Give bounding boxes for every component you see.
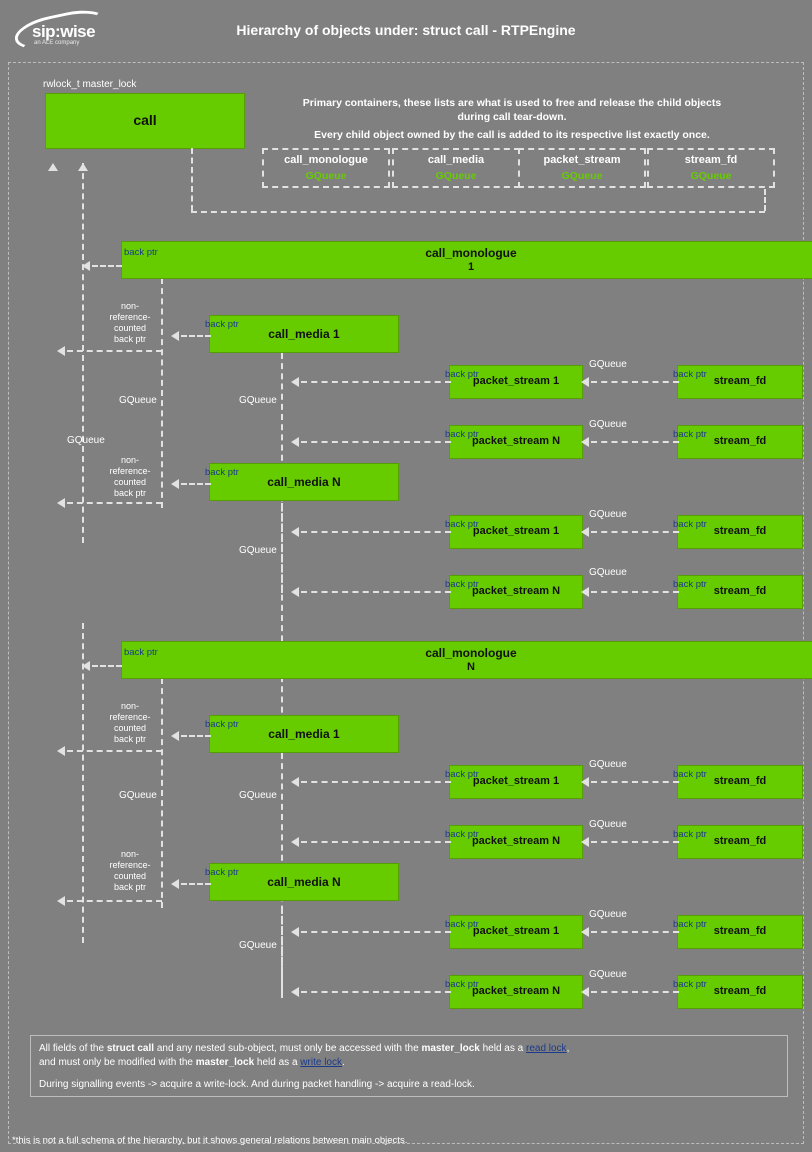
- arrow-left-fd-6: [581, 837, 589, 847]
- arrow-up-call-2: [78, 163, 88, 171]
- gqueue-label-d: GQueue: [239, 545, 277, 556]
- footnote: *this is not a full schema of the hierarchy, but it shows general relations between main objects.: [12, 1135, 408, 1146]
- arrow-left-fd-7: [581, 927, 589, 937]
- packet-stream-3-box: packet_stream 1: [449, 515, 583, 549]
- logo-text: sip:wise: [32, 22, 96, 41]
- stream-fd-7-box: stream_fd: [677, 915, 803, 949]
- primary-container-call-monologue: call_monologue GQueue: [262, 148, 390, 188]
- packet-stream-4-box: packet_stream N: [449, 575, 583, 609]
- arrow-left-ps-4: [291, 587, 299, 597]
- back-ptr-monologue-1: back ptr: [124, 247, 158, 258]
- footer-line-1: All fields of the struct call and any nested sub-object, must only be accessed with the master_lock held as a read lock,: [39, 1043, 570, 1054]
- call-monologue-N-box: call_monologue N: [121, 641, 812, 679]
- link-media-N-2: [181, 883, 211, 885]
- call-media-1-box-2: call_media 1: [209, 715, 399, 753]
- arrow-left-ps-5: [291, 777, 299, 787]
- link-nonref-1: [67, 350, 162, 352]
- back-ptr-media-1: back ptr: [205, 319, 239, 330]
- gqueue-spine-media-2: [161, 678, 163, 908]
- link-fd-4: [591, 591, 679, 593]
- gqueue-label-f: GQueue: [239, 790, 277, 801]
- footer-note-box: [30, 1035, 788, 1097]
- stream-fd-6-box: stream_fd: [677, 825, 803, 859]
- footer-line-2: and must only be modified with the master_lock held as a write lock.: [39, 1057, 345, 1068]
- back-ptr-fd-2: back ptr: [673, 429, 707, 440]
- back-ptr-fd-5: back ptr: [673, 769, 707, 780]
- arrow-left-ps-2: [291, 437, 299, 447]
- packet-stream-1-box: packet_stream 1: [449, 365, 583, 399]
- call-monologue-1-box: call_monologue 1: [121, 241, 812, 279]
- stream-fd-8-box: stream_fd: [677, 975, 803, 1009]
- gqueue-fd-5: GQueue: [589, 759, 627, 770]
- link-fd-2: [591, 441, 679, 443]
- back-ptr-ps-3: back ptr: [445, 519, 479, 530]
- link-fd-6: [591, 841, 679, 843]
- link-ps-3: [301, 531, 451, 533]
- back-ptr-fd-1: back ptr: [673, 369, 707, 380]
- back-ptr-ps-7: back ptr: [445, 919, 479, 930]
- footer-line-3: During signalling events -> acquire a write-lock. And during packet handling -> acquire a read-lock.: [39, 1079, 475, 1090]
- arrow-left-ps-7: [291, 927, 299, 937]
- link-media-1: [181, 335, 211, 337]
- link-monologue-N: [92, 665, 122, 667]
- arrow-left-media-1: [171, 331, 179, 341]
- back-ptr-ps-5: back ptr: [445, 769, 479, 780]
- call-box: call: [45, 93, 245, 149]
- packet-stream-8-box: packet_stream N: [449, 975, 583, 1009]
- stream-fd-3-box: stream_fd: [677, 515, 803, 549]
- packet-stream-5-box: packet_stream 1: [449, 765, 583, 799]
- primary-containers-note: Primary containers, these lists are what is used to free and release the child objects during call tear-down. Every child object owned by the call is added to its respective list exactly once.: [302, 97, 722, 141]
- page-title: Hierarchy of objects under: struct call - RTPEngine: [236, 22, 576, 38]
- back-ptr-media-N-2: back ptr: [205, 867, 239, 878]
- call-media-1-box: call_media 1: [209, 315, 399, 353]
- link-ps-8: [301, 991, 451, 993]
- gqueue-spine-streams-4: [281, 908, 283, 998]
- gqueue-fd-1: GQueue: [589, 359, 627, 370]
- link-media-N-1: [181, 483, 211, 485]
- link-ps-6: [301, 841, 451, 843]
- master-lock-label: rwlock_t master_lock: [43, 79, 137, 90]
- write-lock-link[interactable]: write lock: [300, 1057, 342, 1068]
- stream-fd-1-box: stream_fd: [677, 365, 803, 399]
- primary-container-call-media: call_media GQueue: [392, 148, 520, 188]
- gqueue-fd-3: GQueue: [589, 509, 627, 520]
- gqueue-label-g: GQueue: [239, 940, 277, 951]
- arrow-left-ps-8: [291, 987, 299, 997]
- back-ptr-fd-4: back ptr: [673, 579, 707, 590]
- link-nonref-2: [67, 502, 162, 504]
- arrow-left-nonref-1: [57, 346, 65, 356]
- gqueue-fd-4: GQueue: [589, 567, 627, 578]
- back-ptr-fd-8: back ptr: [673, 979, 707, 990]
- link-ps-5: [301, 781, 451, 783]
- back-ptr-ps-4: back ptr: [445, 579, 479, 590]
- read-lock-link[interactable]: read lock: [525, 1043, 567, 1054]
- arrow-left-fd-1: [581, 377, 589, 387]
- arrow-left-media-N-2: [171, 879, 179, 889]
- non-ref-label-2: non- reference- counted back ptr: [109, 455, 151, 498]
- arrow-left-monologue-1: [82, 261, 90, 271]
- gqueue-label-e: GQueue: [119, 790, 157, 801]
- arrow-left-fd-8: [581, 987, 589, 997]
- non-ref-label-3: non- reference- counted back ptr: [109, 701, 151, 744]
- link-ps-2: [301, 441, 451, 443]
- arrow-left-nonref-2: [57, 498, 65, 508]
- non-ref-label-4: non- reference- counted back ptr: [109, 849, 151, 892]
- primary-container-packet-stream: packet_stream GQueue: [518, 148, 646, 188]
- diagram-canvas: [8, 62, 804, 1144]
- back-ptr-monologue-N: back ptr: [124, 647, 158, 658]
- call-media-N-box-2: call_media N: [209, 863, 399, 901]
- arrow-left-media-N-1: [171, 479, 179, 489]
- primary-container-stream-fd: stream_fd GQueue: [647, 148, 775, 188]
- page-header: [0, 0, 812, 62]
- packet-stream-2-box: packet_stream N: [449, 425, 583, 459]
- link-ps-1: [301, 381, 451, 383]
- arrow-left-fd-4: [581, 587, 589, 597]
- link-fd-5: [591, 781, 679, 783]
- link-fd-7: [591, 931, 679, 933]
- gqueue-label-b: GQueue: [119, 395, 157, 406]
- back-ptr-ps-1: back ptr: [445, 369, 479, 380]
- gqueue-label-c: GQueue: [239, 395, 277, 406]
- arrow-left-ps-1: [291, 377, 299, 387]
- gqueue-fd-7: GQueue: [589, 909, 627, 920]
- logo-subtext: an ALE company: [34, 40, 80, 46]
- gqueue-fd-2: GQueue: [589, 419, 627, 430]
- packet-stream-6-box: packet_stream N: [449, 825, 583, 859]
- arrow-left-nonref-4: [57, 896, 65, 906]
- container-connector-bottom: [191, 211, 765, 213]
- gqueue-label-a: GQueue: [67, 435, 105, 446]
- stream-fd-4-box: stream_fd: [677, 575, 803, 609]
- gqueue-spine-media-1: [161, 278, 163, 508]
- arrow-left-fd-5: [581, 777, 589, 787]
- gqueue-spine-monologues-2: [82, 623, 84, 943]
- back-ptr-ps-2: back ptr: [445, 429, 479, 440]
- arrow-left-media-1-2: [171, 731, 179, 741]
- link-media-1-2: [181, 735, 211, 737]
- link-fd-3: [591, 531, 679, 533]
- link-nonref-3: [67, 750, 162, 752]
- link-ps-7: [301, 931, 451, 933]
- arrow-left-nonref-3: [57, 746, 65, 756]
- back-ptr-ps-8: back ptr: [445, 979, 479, 990]
- container-connector-right: [764, 189, 766, 211]
- link-ps-4: [301, 591, 451, 593]
- back-ptr-fd-6: back ptr: [673, 829, 707, 840]
- gqueue-spine-streams-2: [281, 503, 283, 733]
- arrow-left-ps-3: [291, 527, 299, 537]
- back-ptr-ps-6: back ptr: [445, 829, 479, 840]
- link-fd-8: [591, 991, 679, 993]
- arrow-up-call-1: [48, 163, 58, 171]
- arrow-left-fd-3: [581, 527, 589, 537]
- call-media-N-box-1: call_media N: [209, 463, 399, 501]
- arrow-left-fd-2: [581, 437, 589, 447]
- gqueue-fd-6: GQueue: [589, 819, 627, 830]
- stream-fd-2-box: stream_fd: [677, 425, 803, 459]
- gqueue-spine-monologues-1: [82, 163, 84, 543]
- back-ptr-fd-7: back ptr: [673, 919, 707, 930]
- arrow-left-monologue-N: [82, 661, 90, 671]
- gqueue-fd-8: GQueue: [589, 969, 627, 980]
- link-monologue-1: [92, 265, 122, 267]
- back-ptr-media-1-2: back ptr: [205, 719, 239, 730]
- container-connector-left: [191, 148, 193, 211]
- stream-fd-5-box: stream_fd: [677, 765, 803, 799]
- arrow-left-ps-6: [291, 837, 299, 847]
- link-fd-1: [591, 381, 679, 383]
- back-ptr-fd-3: back ptr: [673, 519, 707, 530]
- non-ref-label-1: non- reference- counted back ptr: [109, 301, 151, 344]
- back-ptr-media-N-1: back ptr: [205, 467, 239, 478]
- packet-stream-7-box: packet_stream 1: [449, 915, 583, 949]
- link-nonref-4: [67, 900, 162, 902]
